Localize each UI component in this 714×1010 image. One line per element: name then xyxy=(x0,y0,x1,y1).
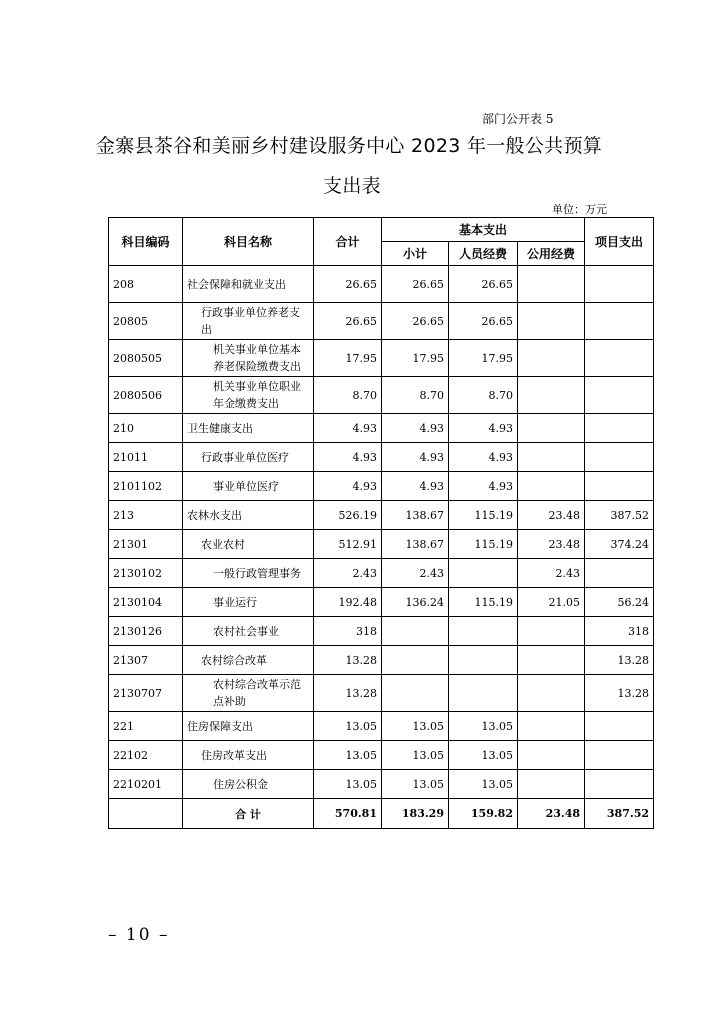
cell-total: 13.05 xyxy=(314,741,382,770)
cell-public xyxy=(518,770,585,799)
cell-public xyxy=(518,741,585,770)
cell-personnel: 8.70 xyxy=(449,377,518,414)
cell-personnel: 26.65 xyxy=(449,303,518,340)
cell-subtotal: 138.67 xyxy=(382,530,449,559)
cell-total: 4.93 xyxy=(314,414,382,443)
cell-personnel: 4.93 xyxy=(449,443,518,472)
table-number-tag: 部门公开表 5 xyxy=(482,112,554,126)
cell-name: 社会保障和就业支出 xyxy=(183,266,314,303)
cell-code: 21301 xyxy=(109,530,183,559)
cell-total: 13.05 xyxy=(314,770,382,799)
cell-code: 2080506 xyxy=(109,377,183,414)
cell-subtotal: 26.65 xyxy=(382,303,449,340)
cell-public xyxy=(518,303,585,340)
cell-name: 农村综合改革示范点补助 xyxy=(183,675,314,712)
header-subject-name: 科目名称 xyxy=(183,218,314,266)
cell-personnel: 13.05 xyxy=(449,741,518,770)
table-row xyxy=(109,675,654,712)
cell-personnel: 17.95 xyxy=(449,340,518,377)
cell-personnel: 13.05 xyxy=(449,770,518,799)
cell-project xyxy=(585,741,654,770)
table-row xyxy=(109,712,654,741)
cell-code: 21307 xyxy=(109,646,183,675)
cell-code: 208 xyxy=(109,266,183,303)
cell-personnel xyxy=(449,617,518,646)
cell-project: 387.52 xyxy=(585,501,654,530)
cell-project xyxy=(585,340,654,377)
cell-name: 住房改革支出 xyxy=(183,741,314,770)
cell-public: 23.48 xyxy=(518,501,585,530)
header-project-expenditure: 项目支出 xyxy=(585,218,654,266)
cell-name: 事业单位医疗 xyxy=(183,472,314,501)
table-row xyxy=(109,770,654,799)
document-title-line-2: 支出表 xyxy=(323,175,381,197)
cell-name: 行政事业单位养老支出 xyxy=(183,303,314,340)
table-row xyxy=(109,340,654,377)
cell-code: 2210201 xyxy=(109,770,183,799)
cell-subtotal: 13.05 xyxy=(382,741,449,770)
cell-code: 213 xyxy=(109,501,183,530)
cell-name: 农村综合改革 xyxy=(183,646,314,675)
table-row xyxy=(109,443,654,472)
cell-public xyxy=(518,377,585,414)
table-row xyxy=(109,501,654,530)
cell-project xyxy=(585,559,654,588)
cell-total: 8.70 xyxy=(314,377,382,414)
cell-code: 2130707 xyxy=(109,675,183,712)
cell-subtotal: 13.05 xyxy=(382,712,449,741)
table-row xyxy=(109,377,654,414)
unit-label: 单位：万元 xyxy=(552,203,607,216)
cell-name: 住房公积金 xyxy=(183,770,314,799)
table-body xyxy=(109,266,654,829)
cell-subtotal: 2.43 xyxy=(382,559,449,588)
cell-name: 卫生健康支出 xyxy=(183,414,314,443)
cell-personnel: 115.19 xyxy=(449,501,518,530)
cell-subtotal: 4.93 xyxy=(382,414,449,443)
cell-total: 17.95 xyxy=(314,340,382,377)
header-total: 合计 xyxy=(314,218,382,266)
cell-subtotal: 13.05 xyxy=(382,770,449,799)
cell-total: 26.65 xyxy=(314,266,382,303)
cell-code: 22102 xyxy=(109,741,183,770)
cell-subtotal: 26.65 xyxy=(382,266,449,303)
cell-code: 210 xyxy=(109,414,183,443)
cell-name: 行政事业单位医疗 xyxy=(183,443,314,472)
cell-project xyxy=(585,770,654,799)
cell-code: 2101102 xyxy=(109,472,183,501)
cell-personnel: 4.93 xyxy=(449,414,518,443)
cell-total: 4.93 xyxy=(314,472,382,501)
table-row xyxy=(109,588,654,617)
cell-public xyxy=(518,675,585,712)
table-row xyxy=(109,266,654,303)
cell-code: 221 xyxy=(109,712,183,741)
cell-personnel xyxy=(449,559,518,588)
cell-public xyxy=(518,472,585,501)
table-row xyxy=(109,741,654,770)
cell-project: 13.28 xyxy=(585,646,654,675)
cell-public xyxy=(518,340,585,377)
cell-personnel: 115.19 xyxy=(449,530,518,559)
cell-project xyxy=(585,712,654,741)
cell-subtotal: 136.24 xyxy=(382,588,449,617)
cell-project: 318 xyxy=(585,617,654,646)
cell-name: 事业运行 xyxy=(183,588,314,617)
header-basic-expenditure: 基本支出 xyxy=(382,218,585,242)
cell-total: 13.05 xyxy=(314,712,382,741)
cell-name: 农林水支出 xyxy=(183,501,314,530)
cell-public xyxy=(518,617,585,646)
table-row xyxy=(109,559,654,588)
cell-public xyxy=(518,443,585,472)
cell-public: 23.48 xyxy=(518,530,585,559)
cell-name: 农村社会事业 xyxy=(183,617,314,646)
header-subtotal: 小计 xyxy=(382,242,449,266)
table-row xyxy=(109,646,654,675)
header-public: 公用经费 xyxy=(518,242,585,266)
cell-project xyxy=(585,414,654,443)
cell-code: 2130104 xyxy=(109,588,183,617)
header-personnel: 人员经费 xyxy=(449,242,518,266)
cell-total: 4.93 xyxy=(314,443,382,472)
cell-total: 318 xyxy=(314,617,382,646)
cell-project xyxy=(585,443,654,472)
total-total: 570.81 xyxy=(314,799,382,829)
cell-subtotal xyxy=(382,617,449,646)
header-subject-code: 科目编码 xyxy=(109,218,183,266)
cell-name: 住房保障支出 xyxy=(183,712,314,741)
cell-personnel xyxy=(449,646,518,675)
cell-name: 农业农村 xyxy=(183,530,314,559)
cell-code xyxy=(109,799,183,829)
cell-code: 21011 xyxy=(109,443,183,472)
cell-public xyxy=(518,266,585,303)
cell-code: 2130126 xyxy=(109,617,183,646)
cell-code: 2130102 xyxy=(109,559,183,588)
cell-project xyxy=(585,266,654,303)
cell-code: 20805 xyxy=(109,303,183,340)
cell-name: 机关事业单位基本养老保险缴费支出 xyxy=(183,340,314,377)
cell-subtotal: 8.70 xyxy=(382,377,449,414)
cell-public xyxy=(518,712,585,741)
cell-total: 526.19 xyxy=(314,501,382,530)
cell-code: 2080505 xyxy=(109,340,183,377)
cell-name: 机关事业单位职业年金缴费支出 xyxy=(183,377,314,414)
document-title-line-1: 金寨县茶谷和美丽乡村建设服务中心 2023 年一般公共预算 xyxy=(95,135,603,157)
cell-subtotal: 17.95 xyxy=(382,340,449,377)
cell-personnel: 4.93 xyxy=(449,472,518,501)
cell-subtotal: 4.93 xyxy=(382,472,449,501)
cell-total: 2.43 xyxy=(314,559,382,588)
cell-public: 21.05 xyxy=(518,588,585,617)
table-row xyxy=(109,303,654,340)
cell-subtotal: 138.67 xyxy=(382,501,449,530)
cell-subtotal xyxy=(382,675,449,712)
cell-project xyxy=(585,377,654,414)
table-row xyxy=(109,530,654,559)
cell-total: 512.91 xyxy=(314,530,382,559)
cell-total: 13.28 xyxy=(314,675,382,712)
total-subtotal: 183.29 xyxy=(382,799,449,829)
table-row xyxy=(109,617,654,646)
cell-subtotal: 4.93 xyxy=(382,443,449,472)
cell-personnel xyxy=(449,675,518,712)
cell-personnel: 26.65 xyxy=(449,266,518,303)
cell-personnel: 115.19 xyxy=(449,588,518,617)
table-row xyxy=(109,414,654,443)
total-label: 合 计 xyxy=(183,799,314,829)
cell-personnel: 13.05 xyxy=(449,712,518,741)
cell-project xyxy=(585,472,654,501)
cell-subtotal xyxy=(382,646,449,675)
cell-public xyxy=(518,414,585,443)
cell-total: 192.48 xyxy=(314,588,382,617)
cell-public: 2.43 xyxy=(518,559,585,588)
page-number: – 10 – xyxy=(108,925,170,945)
cell-public xyxy=(518,646,585,675)
cell-total: 26.65 xyxy=(314,303,382,340)
total-project: 387.52 xyxy=(585,799,654,829)
total-personnel: 159.82 xyxy=(449,799,518,829)
total-row xyxy=(109,799,654,829)
table-row xyxy=(109,472,654,501)
cell-name: 一般行政管理事务 xyxy=(183,559,314,588)
cell-project: 374.24 xyxy=(585,530,654,559)
cell-total: 13.28 xyxy=(314,646,382,675)
cell-project xyxy=(585,303,654,340)
cell-project: 13.28 xyxy=(585,675,654,712)
budget-expenditure-table xyxy=(108,217,654,829)
cell-project: 56.24 xyxy=(585,588,654,617)
total-public: 23.48 xyxy=(518,799,585,829)
